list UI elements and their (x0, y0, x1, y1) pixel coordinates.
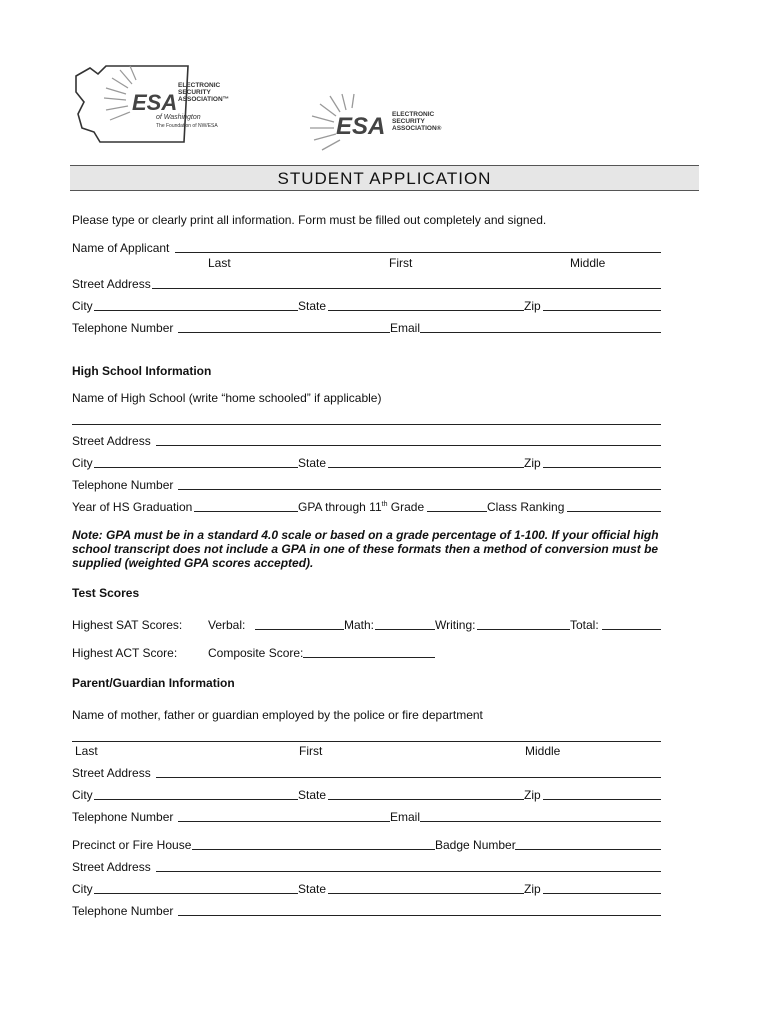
parent-state-field[interactable] (328, 799, 524, 800)
precinct-street-label: Street Address (72, 860, 151, 874)
sat-verbal-field[interactable] (255, 629, 344, 630)
hs-city-label: City (72, 456, 93, 470)
precinct-street-field[interactable] (156, 871, 661, 872)
applicant-email-field[interactable] (420, 332, 661, 333)
esa-national-logo (306, 92, 466, 152)
intro-text: Please type or clearly print all information. Form must be filled out completely and signed. (72, 213, 547, 227)
logo-association-lines (392, 111, 441, 132)
precinct-phone-label: Telephone Number (72, 904, 174, 918)
logo-tagline: The Foundation of NW/ESA (156, 123, 218, 129)
gpa-label-suffix: Grade (387, 500, 425, 514)
test-scores-heading: Test Scores (72, 586, 140, 600)
applicant-name-field[interactable] (175, 252, 661, 253)
gpa-label-prefix: GPA through 11 (298, 500, 382, 514)
parent-middle-label: Middle (525, 744, 561, 758)
gpa-label-sup: th (381, 501, 388, 508)
logo-subtitle: of Washington (156, 114, 201, 121)
parent-email-field[interactable] (420, 821, 661, 822)
precinct-state-label: State (298, 882, 327, 896)
high-school-name-field[interactable] (72, 424, 661, 425)
parent-city-label: City (72, 788, 93, 802)
precinct-zip-label: Zip (524, 882, 541, 896)
hs-street-label: Street Address (72, 434, 151, 448)
parent-zip-label: Zip (524, 788, 541, 802)
page-title: STUDENT APPLICATION (277, 169, 492, 188)
precinct-label: Precinct or Fire House (72, 838, 192, 852)
hs-zip-label: Zip (524, 456, 541, 470)
logo-line: ELECTRONIC (178, 82, 221, 89)
precinct-phone-field[interactable] (178, 915, 661, 916)
precinct-state-field[interactable] (328, 893, 524, 894)
gpa-field[interactable] (427, 511, 487, 512)
esa-logo-mark: ESA (132, 90, 178, 115)
gpa-note: Note: GPA must be in a standard 4.0 scale or based on a grade percentage of 1-100. If your official high school transcript does not include a GPA in one of these formats then a method of conversion must be supplied (weighted GPA scores accepted). (72, 528, 659, 570)
logo-line: SECURITY (178, 89, 211, 96)
badge-label: Badge Number (435, 838, 516, 852)
sat-math-field[interactable] (375, 629, 435, 630)
parent-name-label: Name of mother, father or guardian employed by the police or fire department (72, 708, 483, 722)
precinct-zip-field[interactable] (543, 893, 661, 894)
applicant-zip-label: Zip (524, 299, 541, 313)
applicant-middle-label: Middle (570, 256, 606, 270)
applicant-state-label: State (298, 299, 327, 313)
applicant-email-label: Email (390, 321, 421, 335)
parent-street-field[interactable] (156, 777, 661, 778)
badge-field[interactable] (515, 849, 661, 850)
act-label: Highest ACT Score: (72, 646, 178, 660)
act-composite-label: Composite Score: (208, 646, 304, 660)
grad-year-field[interactable] (194, 511, 298, 512)
sat-total-field[interactable] (602, 629, 661, 630)
grad-year-label: Year of HS Graduation (72, 500, 193, 514)
applicant-first-label: First (389, 256, 413, 270)
hs-phone-field[interactable] (178, 489, 661, 490)
hs-state-label: State (298, 456, 327, 470)
applicant-phone-field[interactable] (178, 332, 390, 333)
logo-line: ASSOCIATION™ (178, 96, 230, 103)
hs-city-field[interactable] (94, 467, 298, 468)
parent-phone-label: Telephone Number (72, 810, 174, 824)
parent-heading: Parent/Guardian Information (72, 676, 235, 690)
precinct-city-label: City (72, 882, 93, 896)
applicant-street-field[interactable] (152, 288, 661, 289)
applicant-street-label: Street Address (72, 277, 151, 291)
esa-logo-mark: ESA (336, 113, 386, 140)
logo-association-lines (178, 82, 229, 103)
logo-line: ELECTRONIC (392, 111, 435, 118)
hs-street-field[interactable] (156, 445, 661, 446)
title-bar (70, 165, 699, 191)
parent-city-field[interactable] (94, 799, 298, 800)
sat-total-label: Total: (570, 618, 599, 632)
sat-writing-label: Writing: (435, 618, 476, 632)
precinct-field[interactable] (192, 849, 435, 850)
applicant-state-field[interactable] (328, 310, 524, 311)
sat-label: Highest SAT Scores: (72, 618, 183, 632)
sat-writing-field[interactable] (477, 629, 570, 630)
sat-verbal-label: Verbal: (208, 618, 246, 632)
hs-phone-label: Telephone Number (72, 478, 174, 492)
class-rank-label: Class Ranking (487, 500, 565, 514)
sat-math-label: Math: (344, 618, 375, 632)
parent-email-label: Email (390, 810, 421, 824)
logo-line: SECURITY (392, 118, 425, 125)
act-composite-field[interactable] (303, 657, 435, 658)
applicant-city-field[interactable] (94, 310, 298, 311)
parent-phone-field[interactable] (178, 821, 390, 822)
parent-zip-field[interactable] (543, 799, 661, 800)
esa-burst-icon (306, 92, 466, 152)
high-school-heading: High School Information (72, 364, 212, 378)
gpa-label (298, 500, 424, 514)
hs-zip-field[interactable] (543, 467, 661, 468)
applicant-city-label: City (72, 299, 93, 313)
washington-state-icon (70, 62, 230, 152)
high-school-name-label: Name of High School (write “home schooled” if applicable) (72, 391, 382, 405)
parent-first-label: First (299, 744, 323, 758)
parent-street-label: Street Address (72, 766, 151, 780)
applicant-name-label: Name of Applicant (72, 241, 170, 255)
precinct-city-field[interactable] (94, 893, 298, 894)
esa-washington-logo (70, 62, 230, 152)
applicant-last-label: Last (208, 256, 231, 270)
class-rank-field[interactable] (567, 511, 661, 512)
applicant-phone-label: Telephone Number (72, 321, 174, 335)
parent-name-field[interactable] (72, 741, 661, 742)
parent-last-label: Last (75, 744, 98, 758)
logo-line: ASSOCIATION® (392, 125, 442, 132)
parent-state-label: State (298, 788, 327, 802)
hs-state-field[interactable] (328, 467, 524, 468)
applicant-zip-field[interactable] (543, 310, 661, 311)
